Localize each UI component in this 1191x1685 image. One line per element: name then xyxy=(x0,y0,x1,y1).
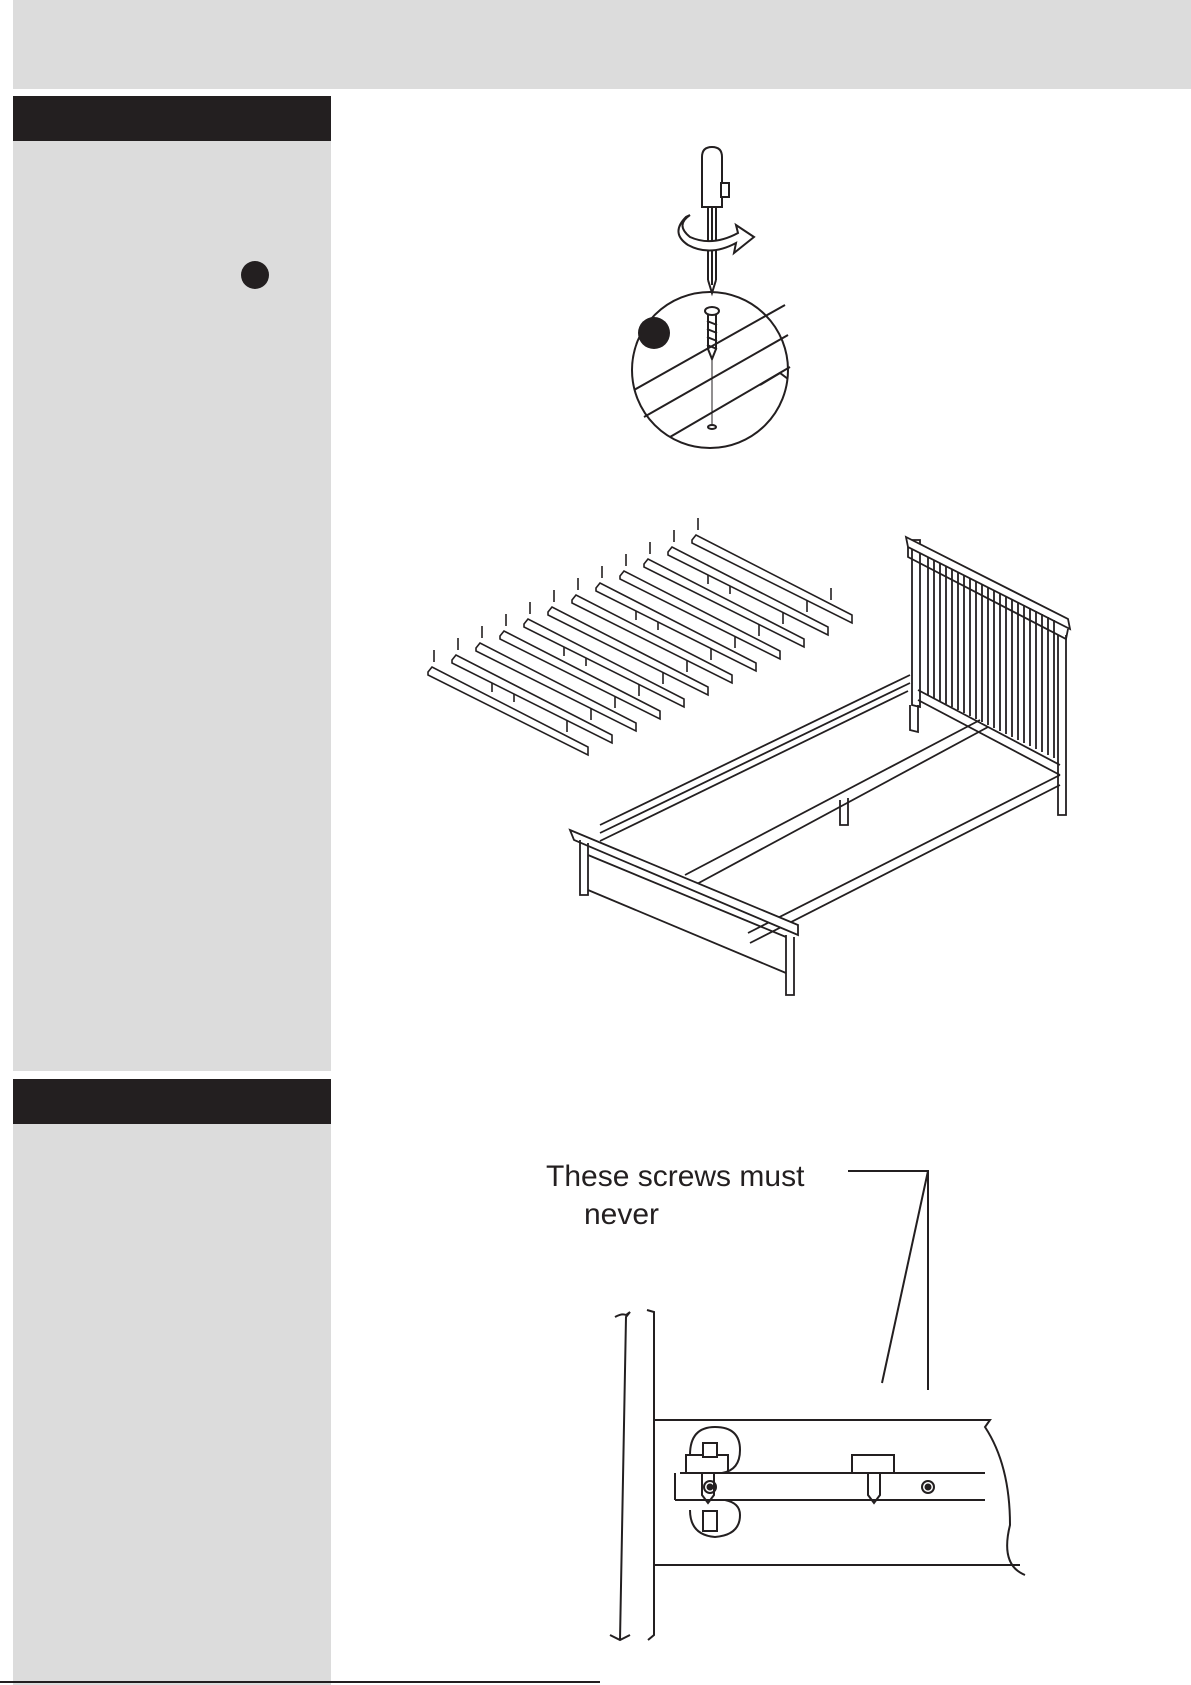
part-marker-dot-icon xyxy=(241,261,269,289)
step2-instruction-panel xyxy=(13,1124,331,1685)
step2-header-bar xyxy=(13,1079,331,1124)
rail-bracket-detail-illustration xyxy=(590,1165,1030,1640)
step1-instruction-panel xyxy=(13,141,331,1071)
headboard-spindle xyxy=(976,581,982,722)
step1-header-bar xyxy=(13,96,331,141)
screwdriver-icon xyxy=(702,147,729,293)
footer-rule xyxy=(0,1681,600,1683)
headboard-spindle xyxy=(1024,605,1030,746)
headboard-spindle xyxy=(988,587,994,728)
headboard-spindle xyxy=(964,575,970,716)
headboard-spindle xyxy=(1036,611,1042,752)
headboard-spindle xyxy=(928,557,934,698)
screw-icon xyxy=(868,1473,880,1503)
bed-frame-slats-illustration xyxy=(440,495,1100,1000)
headboard-spindle xyxy=(1048,617,1054,758)
headboard-spindle xyxy=(1012,599,1018,740)
headboard-spindle xyxy=(952,569,958,710)
headboard-spindle xyxy=(1000,593,1006,734)
page-top-band xyxy=(13,0,1191,89)
screw-detail-illustration xyxy=(620,145,800,450)
headboard-spindle xyxy=(940,563,946,704)
zoom-part-marker-dot-icon xyxy=(638,317,670,349)
warning-callout-line1: These screws must xyxy=(546,1160,805,1193)
warning-callout-line2: never xyxy=(584,1198,660,1231)
